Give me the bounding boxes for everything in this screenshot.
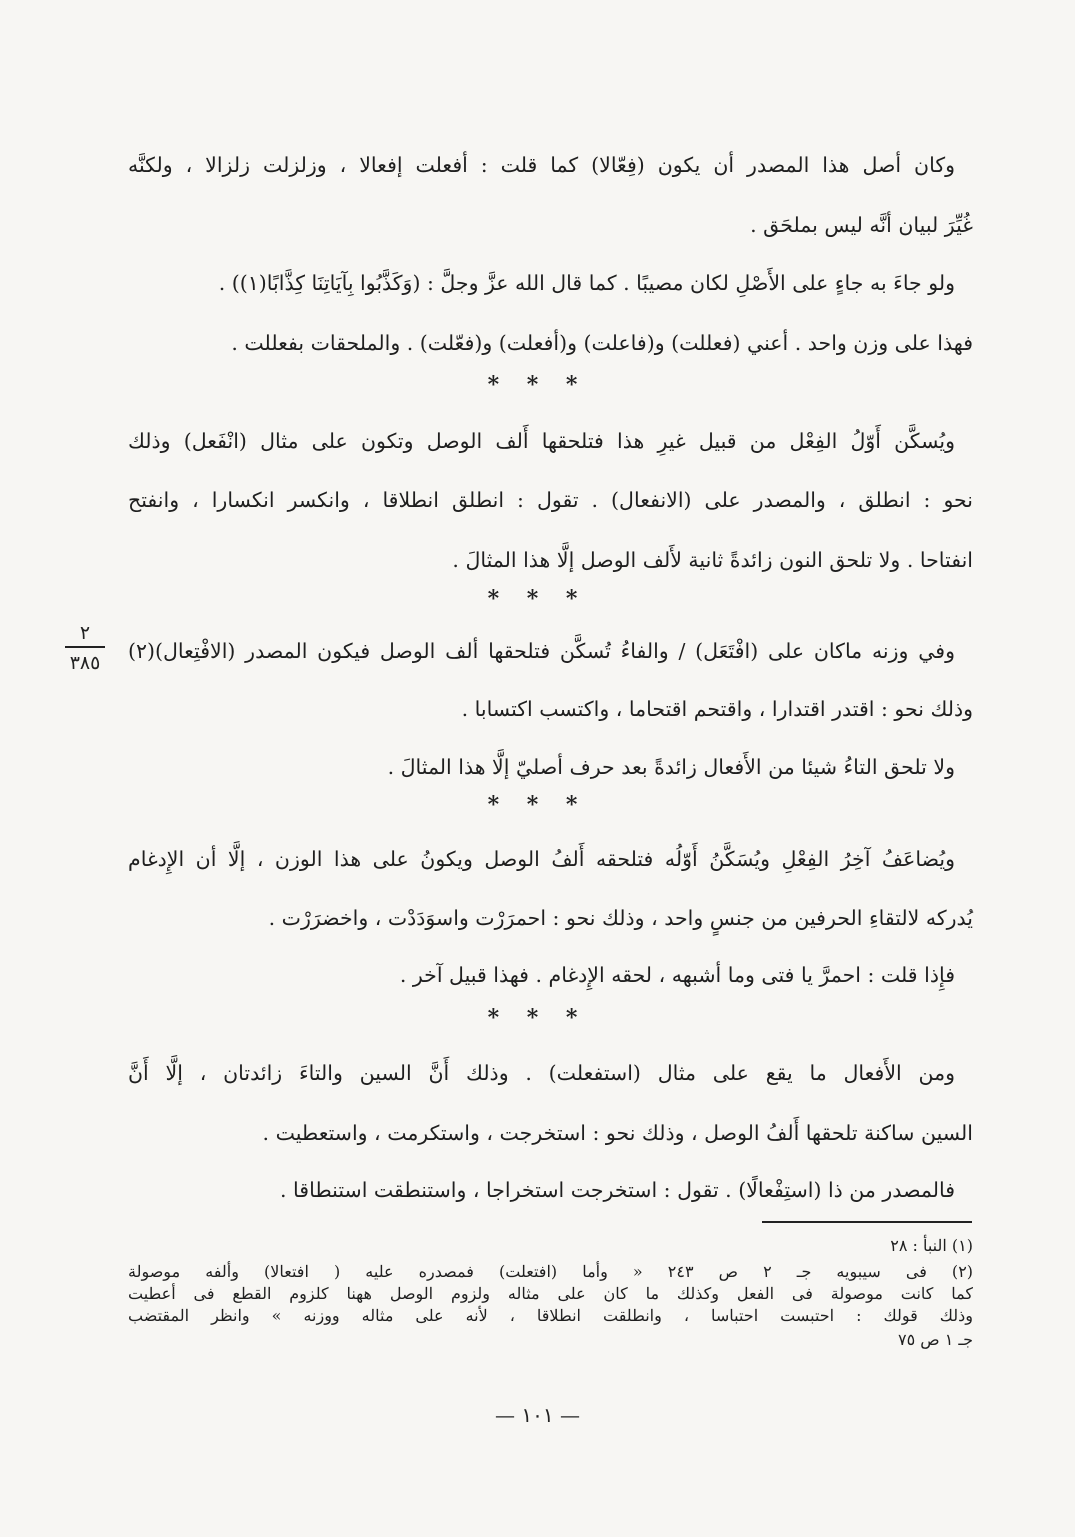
body-line: فإِذا قلت : احمرَّ يا فتى وما أشبهه ، لحقه الإِدغام . فهذا قبيل آخر .	[399, 963, 955, 987]
body-line: وذلك نحو : اقتدر اقتدارا ، واقتحم اقتحاما ، واكتسب اكتسابا .	[461, 697, 973, 721]
body-line: ويُسكَّن أَوّلُ الفِعْل من قبيل غيرِ هذا فتلحقها أَلف الوصل وتكون على مثال (انْفَعل) وذلك	[128, 429, 955, 453]
body-line: ولو جاءَ به جاءٍ على الأَصْلِ لكان مصيبًا . كما قال الله عزَّ وجلَّ : (وَكَذَّبُوا بِآيَاتِنَا كِذَّابًا(١)) .	[218, 271, 955, 295]
body-line: ويُضاعَفُ آخِرُ الفِعْلِ ويُسَكَّنُ أَوّلُه فتلحقه أَلفُ الوصل ويكونُ على هذا الوزن ، إلَّا أن الإِدغام	[128, 847, 955, 871]
section-separator: * * *	[487, 792, 588, 818]
footnote-divider	[762, 1221, 972, 1223]
footnote-line: وذلك قولك : احتبست احتباسا ، وانطلقت انطلاقا ، لأنه على مثاله ووزنه » وانظر المقتضب	[128, 1306, 973, 1325]
margin-rule	[65, 646, 105, 648]
section-separator: * * *	[487, 372, 588, 398]
margin-volume: ٢	[79, 622, 91, 644]
footnote-line: جـ ١ ص ٧٥	[898, 1330, 973, 1349]
page-number: — ١٠١ —	[495, 1403, 580, 1427]
footnote-line: (١) النبأ : ٢٨	[890, 1236, 973, 1255]
body-line: السين ساكنة تلحقها أَلفُ الوصل ، وذلك نحو : استخرجت ، واستكرمت ، واستعطيت .	[262, 1121, 973, 1145]
body-line: ومن الأَفعال ما يقع على مثال (استفعلت) . وذلك أَنَّ السين والتاءَ زائدتان ، إلَّا أَنَّ	[128, 1061, 955, 1085]
margin-page: ٣٨٥	[69, 652, 101, 674]
body-line: وكان أصل هذا المصدر أن يكون (فِعّالا) كما قلت : أفعلت إفعالا ، وزلزلت زلزالا ، ولكنَّه	[128, 153, 955, 177]
footnote-line: (٢) فى سيبويه جـ ٢ ص ٢٤٣ « وأما (افتعلت) فمصدره عليه ( افتعالا) وألفه موصولة	[128, 1262, 974, 1281]
body-line: يُدركه لالتقاءِ الحرفين من جنسٍ واحد ، وذلك نحو : احمرَرْت واسوَدَدْت ، واخضرَرْت .	[268, 906, 973, 930]
body-line: انفتاحا . ولا تلحق النون زائدةً ثانية لأَلف الوصل إلَّا هذا المثالَ .	[452, 548, 973, 572]
section-separator: * * *	[487, 586, 588, 612]
footnote-line: كما كانت موصولة فى الفعل وكذلك ما كان على مثاله ولزوم الوصل ههنا كلزوم القطع فى أعطيت	[128, 1284, 973, 1303]
body-line: فالمصدر من ذا (استِفْعالًا) . تقول : استخرجت استخراجا ، واستنطقت استنطاقا .	[280, 1178, 955, 1202]
body-line: نحو : انطلق ، والمصدر على (الانفعال) . تقول : انطلق انطلاقا ، وانكسر انكسارا ، وانفتح	[128, 488, 973, 512]
body-line: ولا تلحق التاءُ شيئا من الأَفعال زائدةً بعد حرف أصليّ إلَّا هذا المثالَ .	[387, 755, 955, 779]
section-separator: * * *	[487, 1005, 588, 1031]
margin-page-reference	[60, 622, 110, 674]
body-line: فهذا على وزن واحد . أعني (فعللت) و(فاعلت) و(أفعلت) و(فعّلت) . والملحقات بفعللت .	[231, 331, 973, 355]
body-line: غُيِّرَ لبيان أنَّه ليس بملحَق .	[750, 213, 973, 237]
body-line: وفي وزنه ماكان على (افْتَعَل) / والفاءُ تُسكَّن فتلحقها ألف الوصل فيكون المصدر (الافْتِعال)(٢)	[128, 639, 955, 663]
